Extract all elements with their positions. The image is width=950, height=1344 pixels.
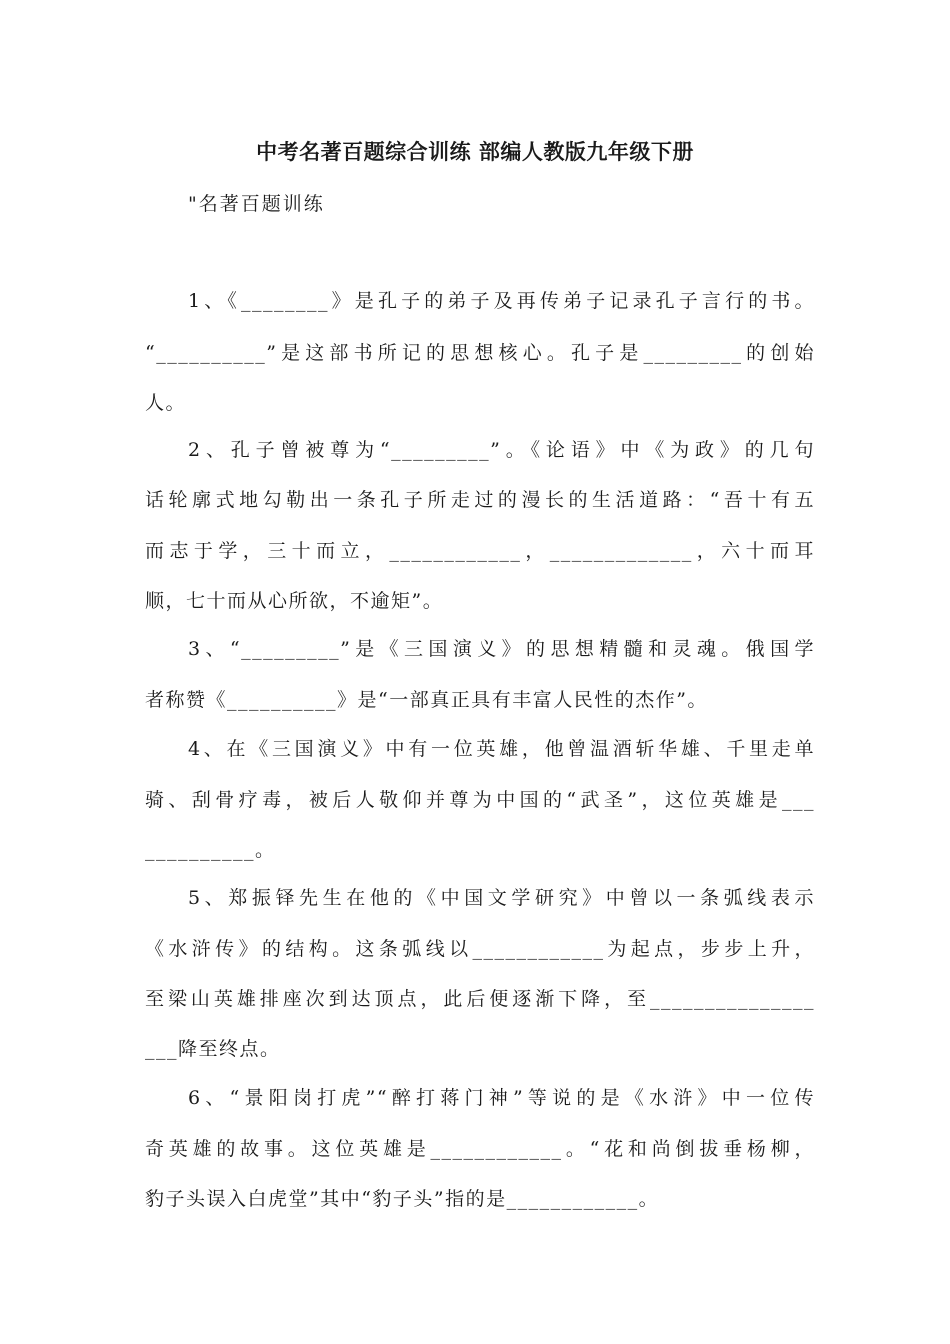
question-1-line-3: 人。 [145, 392, 187, 414]
question-4-line-2: 骑、刮骨疗毒，被后人敬仰并尊为中国的“武圣”，这位英雄是___ [145, 789, 815, 811]
document-title: 中考名著百题综合训练 部编人教版九年级下册 [256, 140, 694, 164]
question-4-line-1: 4、在《三国演义》中有一位英雄，他曾温酒斩华雄、千里走单 [188, 738, 815, 760]
document-subtitle: "名著百题训练 [188, 193, 325, 215]
question-6-line-2: 奇英雄的故事。这位英雄是____________。“花和尚倒拔垂杨柳， [145, 1138, 815, 1160]
question-5-line-3: 至梁山英雄排座次到达顶点，此后便逐渐下降，至_______________ [145, 988, 815, 1010]
question-1-line-1: 1、《________》是孔子的弟子及再传弟子记录孔子言行的书。 [188, 290, 815, 312]
question-2-line-4: 顺，七十而从心所欲，不逾矩”。 [145, 590, 444, 612]
question-4-line-3: __________。 [145, 839, 276, 861]
question-1-line-2: “__________”是这部书所记的思想核心。孔子是_________的创始 [145, 342, 815, 364]
question-6-line-1: 6、“景阳岗打虎”“醉打蒋门神”等说的是《水浒》中一位传 [188, 1087, 815, 1109]
question-6-line-3: 豹子头误入白虎堂”其中“豹子头”指的是____________。 [145, 1188, 660, 1210]
question-2-line-1: 2、孔子曾被尊为“_________”。《论语》中《为政》的几句 [188, 439, 815, 461]
question-3-line-1: 3、“_________”是《三国演义》的思想精髓和灵魂。俄国学 [188, 638, 815, 660]
question-5-line-2: 《水浒传》的结构。这条弧线以____________为起点，步步上升， [145, 938, 815, 960]
question-5-line-4: ___降至终点。 [145, 1038, 281, 1060]
question-3-line-2: 者称赞《__________》是“一部真正具有丰富人民性的杰作”。 [145, 689, 708, 711]
question-5-line-1: 5、郑振铎先生在他的《中国文学研究》中曾以一条弧线表示 [188, 887, 815, 909]
question-2-line-3: 而志于学，三十而立，____________，_____________，六十而耳 [145, 540, 815, 562]
question-2-line-2: 话轮廓式地勾勒出一条孔子所走过的漫长的生活道路：“吾十有五 [145, 489, 815, 511]
